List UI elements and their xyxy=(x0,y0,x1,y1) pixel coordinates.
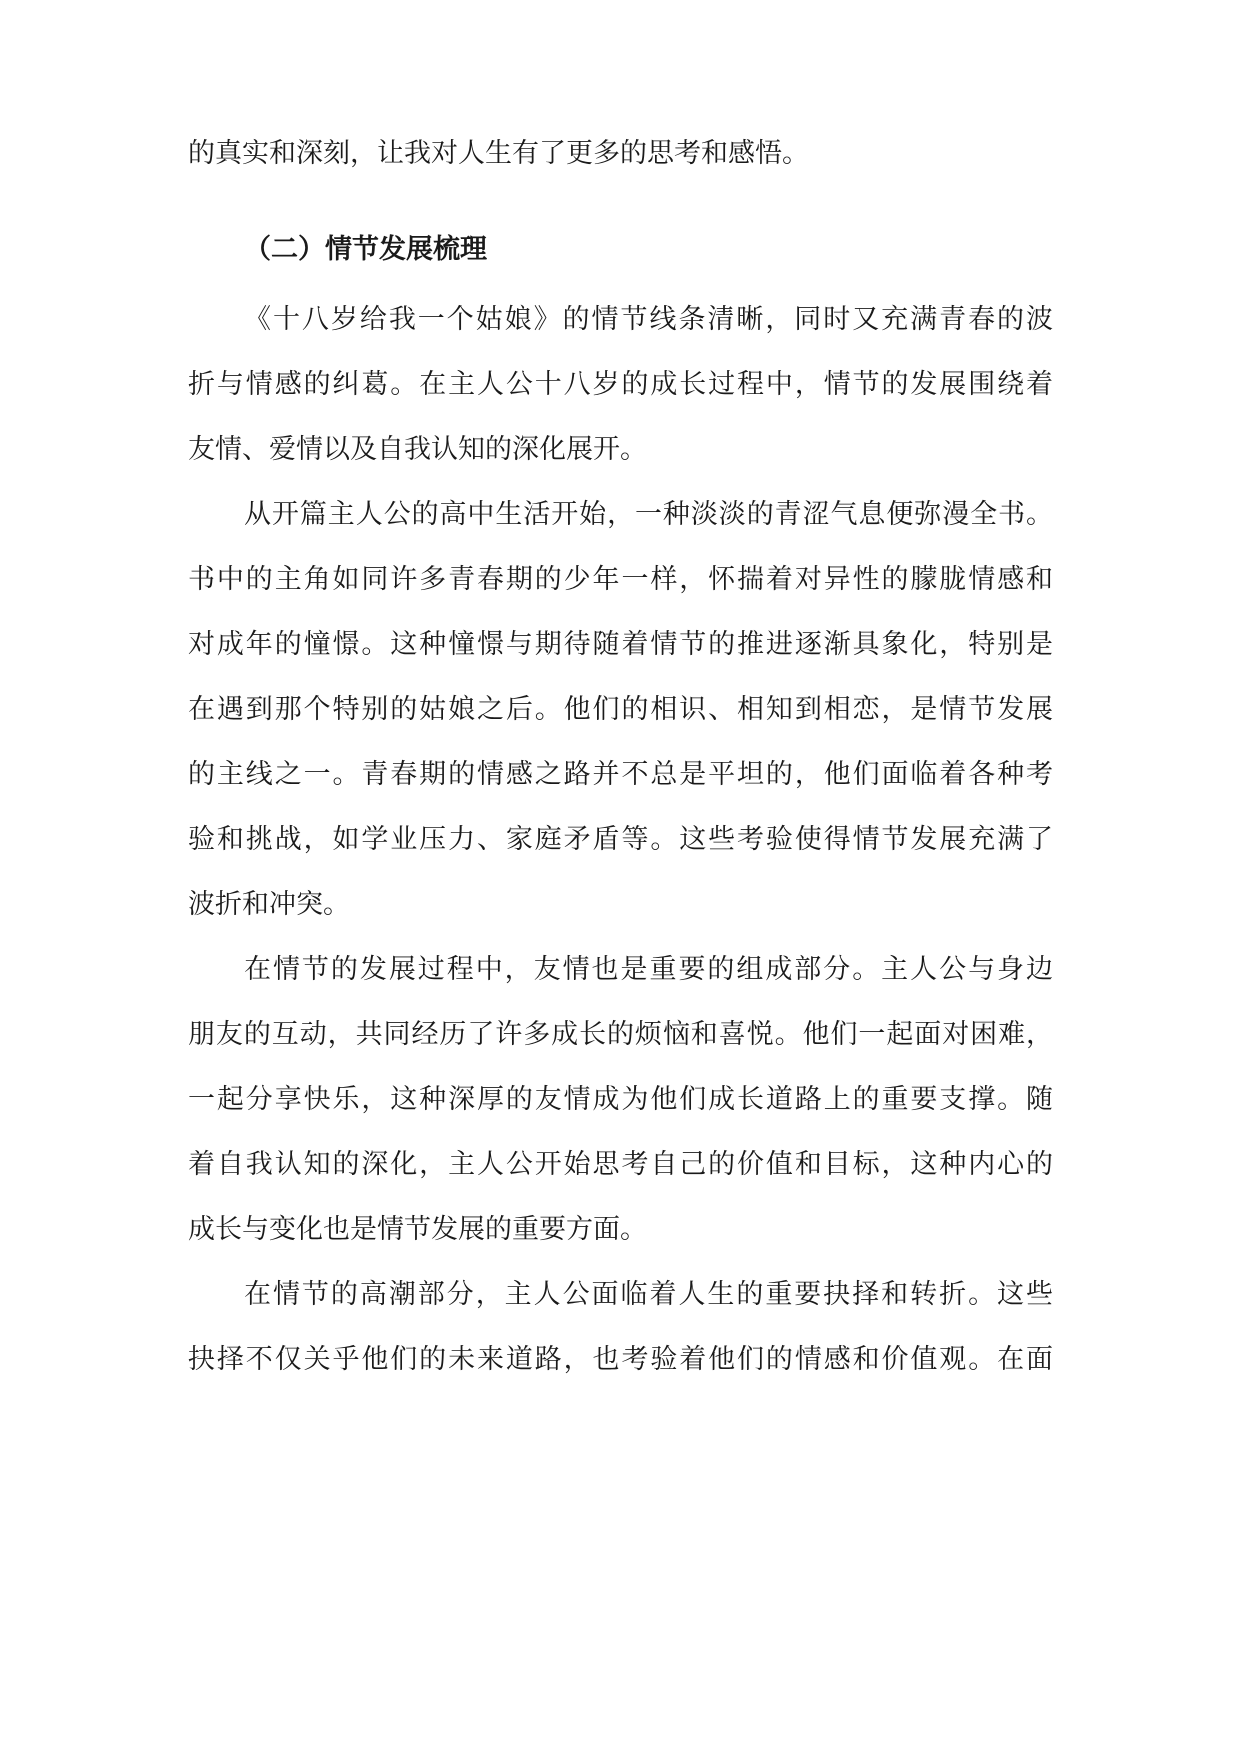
paragraph-line: 在情节的高潮部分，主人公面临着人生的重要抉择和转折。这些 xyxy=(244,1279,1053,1310)
paragraph-line: 着自我认知的深化，主人公开始思考自己的价值和目标，这种内心的 xyxy=(188,1149,1053,1180)
paragraph-line: 友情、爱情以及自我认知的深化展开。 xyxy=(188,434,647,465)
paragraph-line: 从开篇主人公的高中生活开始，一种淡淡的青涩气息便弥漫全书。 xyxy=(244,499,1053,530)
paragraph-line: 波折和冲突。 xyxy=(188,889,350,920)
paragraph-line: 验和挑战，如学业压力、家庭矛盾等。这些考验使得情节发展充满了 xyxy=(188,824,1053,855)
paragraph-line: 书中的主角如同许多青春期的少年一样，怀揣着对异性的朦胧情感和 xyxy=(188,564,1053,595)
paragraph-line: 的主线之一。青春期的情感之路并不总是平坦的，他们面临着各种考 xyxy=(188,759,1053,790)
paragraph-line: 对成年的憧憬。这种憧憬与期待随着情节的推进逐渐具象化，特别是 xyxy=(188,629,1053,660)
paragraph-line: 在情节的发展过程中，友情也是重要的组成部分。主人公与身边 xyxy=(244,954,1053,985)
paragraph-line: 在遇到那个特别的姑娘之后。他们的相识、相知到相恋，是情节发展 xyxy=(188,694,1053,725)
paragraph-line: 一起分享快乐，这种深厚的友情成为他们成长道路上的重要支撑。随 xyxy=(188,1084,1053,1115)
paragraph-line: 朋友的互动，共同经历了许多成长的烦恼和喜悦。他们一起面对困难， xyxy=(188,1019,1053,1050)
intro-tail-line: 的真实和深刻，让我对人生有了更多的思考和感悟。 xyxy=(188,138,809,169)
paragraph-line: 成长与变化也是情节发展的重要方面。 xyxy=(188,1214,647,1245)
paragraph-line: 抉择不仅关乎他们的未来道路，也考验着他们的情感和价值观。在面 xyxy=(188,1344,1053,1375)
paragraph-line: 《十八岁给我一个姑娘》的情节线条清晰，同时又充满青春的波 xyxy=(244,304,1053,335)
paragraph-line: 折与情感的纠葛。在主人公十八岁的成长过程中，情节的发展围绕着 xyxy=(188,369,1053,400)
section-heading: （二）情节发展梳理 xyxy=(244,234,487,265)
